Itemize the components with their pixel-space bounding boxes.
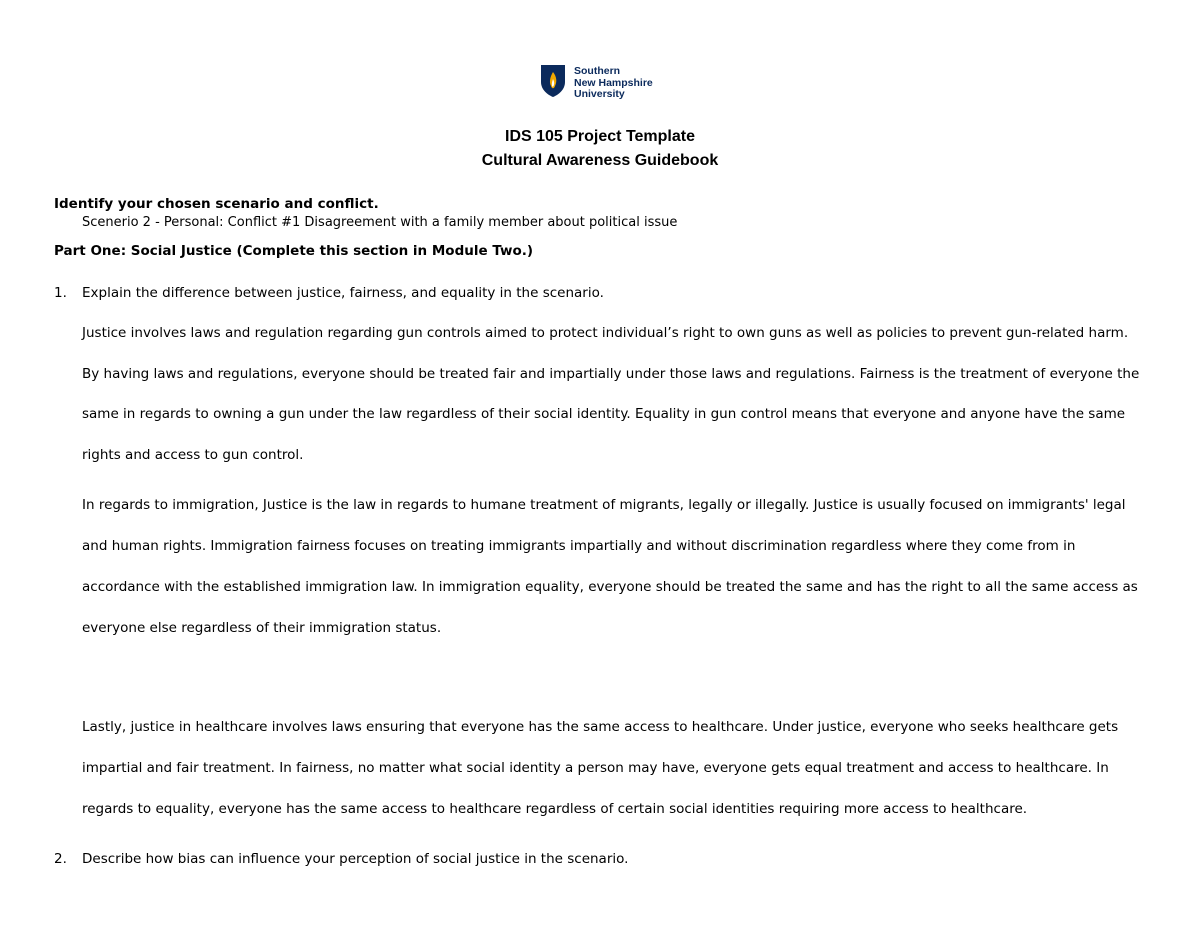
answer-line: accordance with the established immigration law. In immigration equality, everyone should be treated the same and has the right to all the same access as: [82, 579, 1138, 595]
shield-flame-icon: [540, 64, 566, 98]
logo-wordmark: [574, 66, 653, 101]
logo-line-3: University: [574, 88, 625, 100]
question-2-text: Describe how bias can influence your perception of social justice in the scenario.: [82, 851, 629, 867]
document-title: IDS 105 Project Template: [505, 128, 695, 145]
answer-line: everyone else regardless of their immigration status.: [82, 620, 442, 636]
document-subtitle: Cultural Awareness Guidebook: [481, 152, 719, 169]
question-1-number: 1.: [54, 285, 67, 301]
part-one-heading: Part One: Social Justice (Complete this section in Module Two.): [54, 243, 534, 259]
answer-line: same in regards to owning a gun under the law regardless of their social identity. Equality in gun control means that everyone and anyone have the same: [82, 406, 1126, 422]
scenario-text: Scenerio 2 - Personal: Conflict #1 Disagreement with a family member about political issue: [82, 215, 678, 230]
logo-line-2: New Hampshire: [574, 76, 653, 89]
answer-line: regards to equality, everyone has the same access to healthcare regardless of certain social identities requiring more access to healthcare.: [82, 801, 1028, 817]
answer-line: Justice involves laws and regulation regarding gun controls aimed to protect individual’s right to own guns as well as policies to prevent gun-related harm.: [82, 325, 1129, 341]
logo-line-1: Southern: [574, 65, 621, 77]
scenario-heading: Identify your chosen scenario and conflict.: [54, 196, 379, 212]
answer-line: impartial and fair treatment. In fairness, no matter what social identity a person may have, everyone gets equal treatment and access to healthcare. In: [82, 760, 1109, 776]
answer-line: In regards to immigration, Justice is the law in regards to humane treatment of migrants, legally or illegally. Justice is usually focused on immigrants' legal: [82, 497, 1126, 513]
university-logo: [540, 64, 670, 104]
question-2-number: 2.: [54, 851, 67, 867]
answer-line: Lastly, justice in healthcare involves laws ensuring that everyone has the same access to healthcare. Under justice, everyone who seeks healthcare gets: [82, 719, 1119, 735]
answer-line: rights and access to gun control.: [82, 447, 304, 463]
answer-line: and human rights. Immigration fairness focuses on treating immigrants impartially and without discrimination regardless where they come from in: [82, 538, 1076, 554]
question-1-text: Explain the difference between justice, fairness, and equality in the scenario.: [82, 285, 604, 301]
answer-line: By having laws and regulations, everyone should be treated fair and impartially under those laws and regulations. Fairness is the treatment of everyone the: [82, 366, 1140, 382]
